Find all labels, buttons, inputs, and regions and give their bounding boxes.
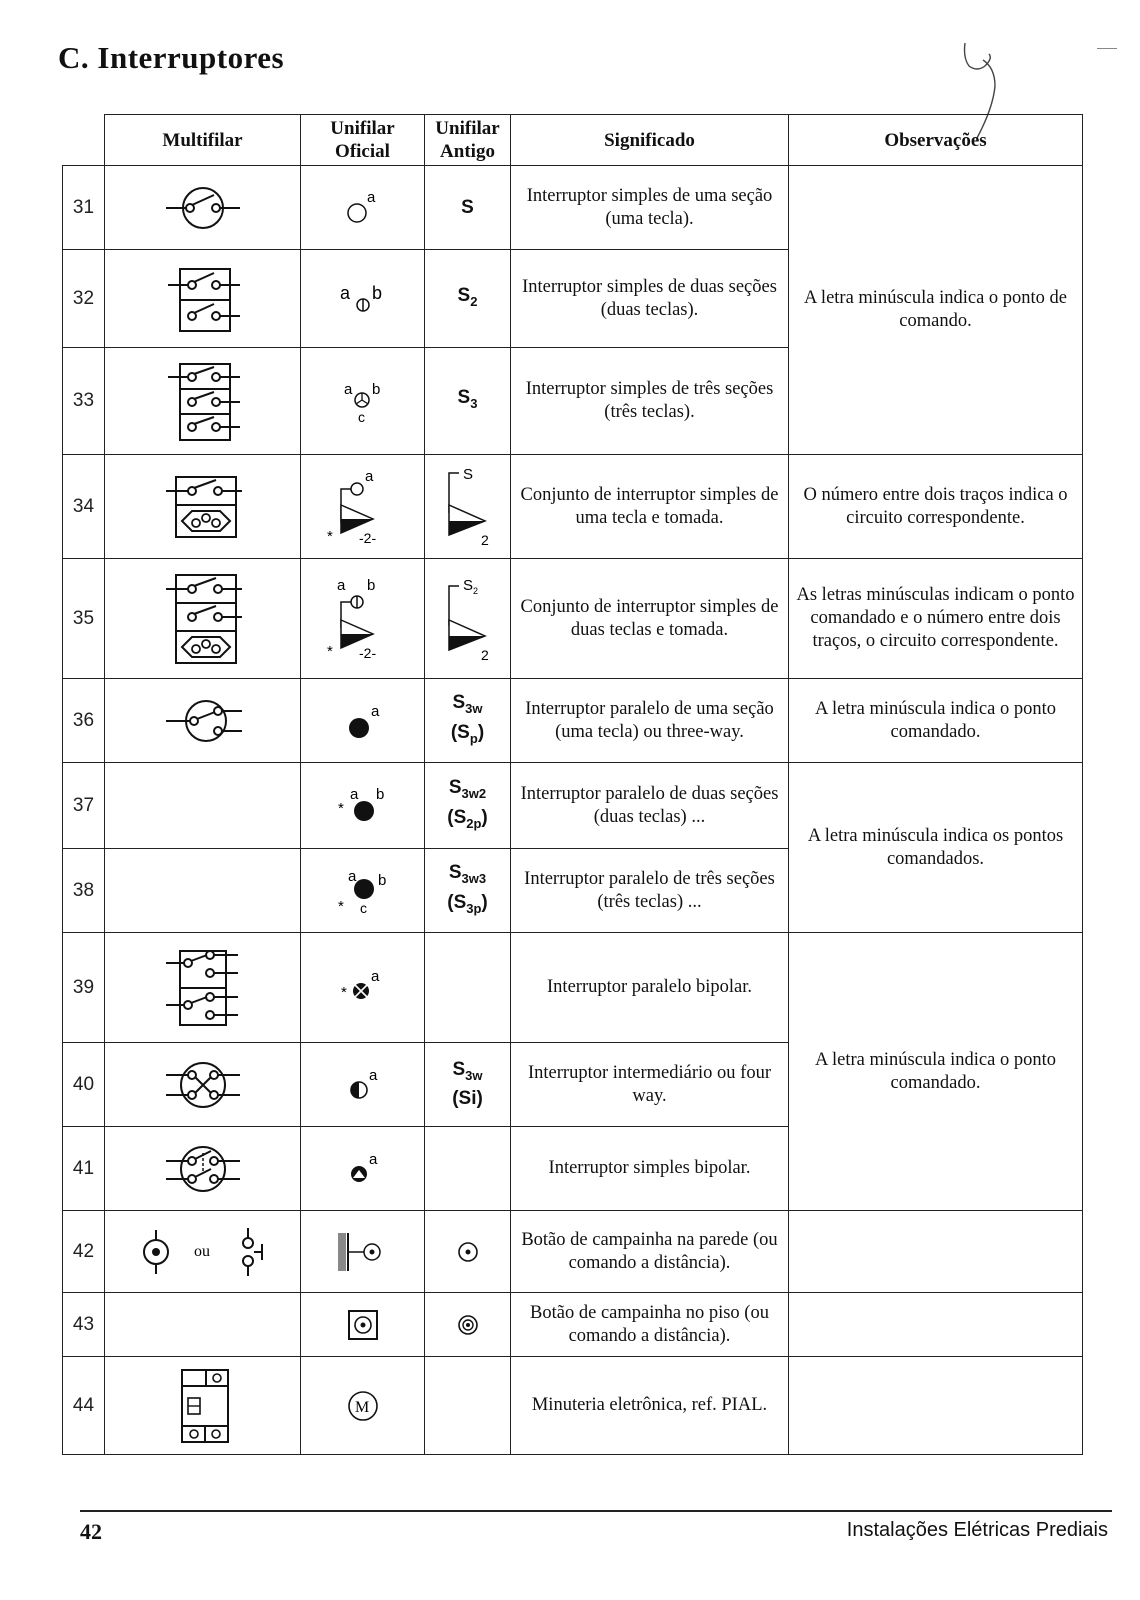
antigo-base: S <box>457 284 471 306</box>
bipolar-simple-multifilar-icon <box>158 1139 248 1199</box>
triple-switch-multifilar-icon <box>158 358 248 444</box>
label-star: * <box>326 642 333 660</box>
observacoes-cell: A letra minúscula indica o ponto de comando. <box>789 166 1083 455</box>
label-star: * <box>340 983 347 1001</box>
antigo-base: S <box>452 1058 466 1080</box>
symbols-table <box>62 114 1083 1455</box>
row-number: 40 <box>63 1043 105 1127</box>
antigo-sub: 3w <box>465 1067 483 1083</box>
row-number: 31 <box>63 166 105 250</box>
multifilar-symbol <box>105 1127 301 1211</box>
oficial-symbol <box>301 1127 425 1211</box>
label-c: c <box>359 899 367 916</box>
significado-cell: Interruptor simples de três seções (três teclas). <box>511 348 789 455</box>
antigo-symbol <box>425 455 511 559</box>
header-unifilar-antigo <box>425 115 511 166</box>
antigo-sub: 3w <box>465 700 483 716</box>
observacoes-cell: As letras minúsculas indicam o ponto comandado e o número entre dois traços, o circuito correspondente. <box>789 559 1083 679</box>
observacoes-cell-empty <box>789 1211 1083 1293</box>
circuit-label: -2- <box>358 529 376 546</box>
multifilar-symbol <box>105 250 301 348</box>
label-a: a <box>368 1066 377 1084</box>
significado-cell: Botão de campainha no piso (ou comando a distância). <box>511 1293 789 1357</box>
oficial-symbol <box>301 849 425 933</box>
row-number: 41 <box>63 1127 105 1211</box>
bipolar-simple-oficial-icon <box>333 1144 393 1194</box>
row-number: 32 <box>63 250 105 348</box>
antigo-base: S <box>448 861 462 883</box>
oficial-symbol <box>301 679 425 763</box>
label-a: a <box>347 867 356 885</box>
antigo-sub: 3 <box>470 395 478 411</box>
label-star: * <box>337 799 344 817</box>
bell-button-wall-oficial-icon <box>328 1227 398 1277</box>
observacoes-cell: A letra minúscula indica o ponto comandado. <box>789 933 1083 1211</box>
antigo-sub: 3w3 <box>461 870 487 886</box>
observacoes-cell-empty <box>789 1357 1083 1455</box>
oficial-symbol <box>301 348 425 455</box>
margin-mark <box>1097 48 1117 49</box>
table-row <box>63 455 1083 559</box>
multifilar-symbol <box>105 166 301 250</box>
antigo-sub: 3w2 <box>461 785 487 801</box>
antigo-base: S <box>448 776 462 798</box>
antigo-symbol <box>425 679 511 763</box>
antigo-symbol-empty <box>425 1127 511 1211</box>
antigo-symbol <box>425 763 511 849</box>
double-switch-oficial-icon <box>328 277 398 321</box>
triple-switch-oficial-icon <box>328 376 398 426</box>
antigo-alt: (Si) <box>452 1088 483 1110</box>
bell-button-floor-oficial-icon <box>343 1305 383 1345</box>
header-oficial-line2: Oficial <box>335 141 390 162</box>
antigo-alt-end: ) <box>477 721 485 743</box>
label-star: * <box>326 527 333 545</box>
antigo-alt-sub: 3p <box>466 900 482 916</box>
multifilar-symbol-empty <box>105 1293 301 1357</box>
antigo-symbol-empty <box>425 933 511 1043</box>
antigo-alt-base: (S <box>450 721 470 743</box>
label-b: b <box>366 576 375 594</box>
three-way-triple-oficial-icon <box>328 863 398 919</box>
row-number: 33 <box>63 348 105 455</box>
single-switch-oficial-icon <box>333 186 393 230</box>
double-switch-outlet-multifilar-icon <box>158 569 248 669</box>
row-number: 43 <box>63 1293 105 1357</box>
header-significado: Significado <box>511 115 789 166</box>
label-star: * <box>337 897 344 915</box>
antigo-alt-base: (S <box>447 806 467 828</box>
label-a: a <box>368 1150 377 1168</box>
multifilar-symbol <box>105 559 301 679</box>
antigo-symbol <box>425 1043 511 1127</box>
switch-outlet-oficial-icon <box>313 467 413 547</box>
three-way-multifilar-icon <box>158 693 248 749</box>
label-a: a <box>343 381 352 398</box>
row-number: 34 <box>63 455 105 559</box>
antigo-alt-end: ) <box>481 806 488 828</box>
label-a: a <box>339 282 350 303</box>
bell-button-wall-multifilar-icon <box>128 1222 278 1282</box>
antigo-symbol <box>425 1211 511 1293</box>
table-row <box>63 933 1083 1043</box>
oficial-symbol <box>301 250 425 348</box>
multifilar-symbol <box>105 1211 301 1293</box>
label-s: S <box>462 576 473 594</box>
oficial-symbol <box>301 933 425 1043</box>
observacoes-cell-empty <box>789 1293 1083 1357</box>
label-s-sub: 2 <box>472 585 478 596</box>
table-row <box>63 1357 1083 1455</box>
circuit-label-old: 2 <box>480 646 489 663</box>
double-switch-outlet-antigo-icon <box>433 574 503 664</box>
antigo-alt-end: ) <box>481 891 488 913</box>
footer-rule <box>80 1510 1112 1512</box>
antigo-symbol <box>425 1293 511 1357</box>
table-row <box>63 166 1083 250</box>
single-switch-multifilar-icon <box>158 183 248 233</box>
significado-cell: Interruptor simples de duas seções (duas teclas). <box>511 250 789 348</box>
timer-switch-oficial-icon <box>341 1384 385 1428</box>
significado-cell: Conjunto de interruptor simples de duas teclas e tomada. <box>511 559 789 679</box>
significado-cell: Conjunto de interruptor simples de uma tecla e tomada. <box>511 455 789 559</box>
antigo-sub: 2 <box>470 293 478 309</box>
multifilar-symbol <box>105 679 301 763</box>
multifilar-symbol <box>105 1357 301 1455</box>
switch-outlet-antigo-icon <box>433 465 503 549</box>
label-c: c <box>357 409 365 425</box>
row-number: 38 <box>63 849 105 933</box>
row-number: 39 <box>63 933 105 1043</box>
oficial-symbol <box>301 1043 425 1127</box>
page-number: 42 <box>80 1519 102 1544</box>
significado-cell: Minuteria eletrônica, ref. PIAL. <box>511 1357 789 1455</box>
significado-cell: Interruptor paralelo de uma seção (uma tecla) ou three-way. <box>511 679 789 763</box>
observacoes-cell: A letra minúscula indica os pontos comandados. <box>789 763 1083 933</box>
label-m: M <box>354 1398 369 1416</box>
switch-outlet-multifilar-icon <box>158 469 248 545</box>
significado-cell: Interruptor simples bipolar. <box>511 1127 789 1211</box>
row-number: 36 <box>63 679 105 763</box>
three-way-oficial-icon <box>333 696 393 746</box>
circuit-label: -2- <box>358 644 376 661</box>
label-a: a <box>349 785 358 803</box>
bell-button-wall-antigo-icon <box>448 1232 488 1272</box>
oficial-symbol <box>301 559 425 679</box>
oficial-symbol <box>301 1357 425 1455</box>
row-number: 37 <box>63 763 105 849</box>
four-way-oficial-icon <box>333 1060 393 1110</box>
oficial-symbol <box>301 763 425 849</box>
multifilar-symbol-empty <box>105 849 301 933</box>
antigo-symbol-empty <box>425 1357 511 1455</box>
label-ou: ou <box>193 1242 210 1260</box>
header-blank <box>63 115 105 166</box>
three-way-double-oficial-icon <box>328 781 398 831</box>
multifilar-symbol <box>105 933 301 1043</box>
significado-cell: Interruptor intermediário ou four way. <box>511 1043 789 1127</box>
header-observacoes: Observações <box>789 115 1083 166</box>
label-a: a <box>336 576 345 594</box>
observacoes-cell: O número entre dois traços indica o circuito correspondente. <box>789 455 1083 559</box>
label-b: b <box>371 282 382 303</box>
row-number: 42 <box>63 1211 105 1293</box>
bipolar-parallel-multifilar-icon <box>158 943 248 1033</box>
antigo-base: S <box>452 691 466 713</box>
four-way-multifilar-icon <box>158 1055 248 1115</box>
antigo-alt-base: (S <box>447 891 467 913</box>
significado-cell: Botão de campainha na parede (ou comando a distância). <box>511 1211 789 1293</box>
label-a: a <box>370 702 379 720</box>
significado-cell: Interruptor simples de uma seção (uma tecla). <box>511 166 789 250</box>
row-number: 44 <box>63 1357 105 1455</box>
label-a: a <box>370 967 379 985</box>
row-number: 35 <box>63 559 105 679</box>
table-row <box>63 679 1083 763</box>
label-a: a <box>364 467 373 485</box>
oficial-symbol <box>301 455 425 559</box>
double-switch-outlet-oficial-icon <box>313 576 413 662</box>
label-s: S <box>462 465 473 483</box>
table-row <box>63 763 1083 849</box>
antigo-symbol <box>425 849 511 933</box>
significado-cell: Interruptor paralelo de duas seções (duas teclas) ... <box>511 763 789 849</box>
significado-cell: Interruptor paralelo de três seções (três teclas) ... <box>511 849 789 933</box>
multifilar-symbol <box>105 348 301 455</box>
oficial-symbol <box>301 1211 425 1293</box>
double-switch-multifilar-icon <box>158 261 248 337</box>
label-b: b <box>371 381 380 398</box>
label-a: a <box>366 188 375 206</box>
antigo-alt-sub: p <box>469 730 478 746</box>
antigo-symbol: S <box>425 166 511 250</box>
label-b: b <box>375 785 384 803</box>
header-multifilar: Multifilar <box>105 115 301 166</box>
antigo-symbol <box>425 348 511 455</box>
bipolar-parallel-oficial-icon <box>333 963 393 1013</box>
page-heading: C. Interruptores <box>58 40 285 75</box>
antigo-symbol <box>425 559 511 679</box>
header-antigo-line1: Unifilar <box>435 118 500 139</box>
table-row <box>63 1211 1083 1293</box>
circuit-label-old: 2 <box>480 531 489 548</box>
multifilar-symbol-empty <box>105 763 301 849</box>
multifilar-symbol <box>105 1043 301 1127</box>
antigo-symbol <box>425 250 511 348</box>
oficial-symbol <box>301 1293 425 1357</box>
observacoes-cell: A letra minúscula indica o ponto comandado. <box>789 679 1083 763</box>
table-row <box>63 1293 1083 1357</box>
antigo-alt-sub: 2p <box>466 815 482 831</box>
table-header-row <box>63 115 1083 166</box>
table-row <box>63 559 1083 679</box>
book-title: Instalações Elétricas Prediais <box>846 1519 1108 1541</box>
header-oficial-line1: Unifilar <box>330 118 395 139</box>
timer-switch-multifilar-icon <box>168 1364 238 1448</box>
oficial-symbol <box>301 166 425 250</box>
header-unifilar-oficial <box>301 115 425 166</box>
antigo-base: S <box>457 387 471 409</box>
significado-cell: Interruptor paralelo bipolar. <box>511 933 789 1043</box>
label-b: b <box>377 871 386 889</box>
header-antigo-line2: Antigo <box>440 141 495 162</box>
bell-button-floor-antigo-icon <box>448 1305 488 1345</box>
multifilar-symbol <box>105 455 301 559</box>
